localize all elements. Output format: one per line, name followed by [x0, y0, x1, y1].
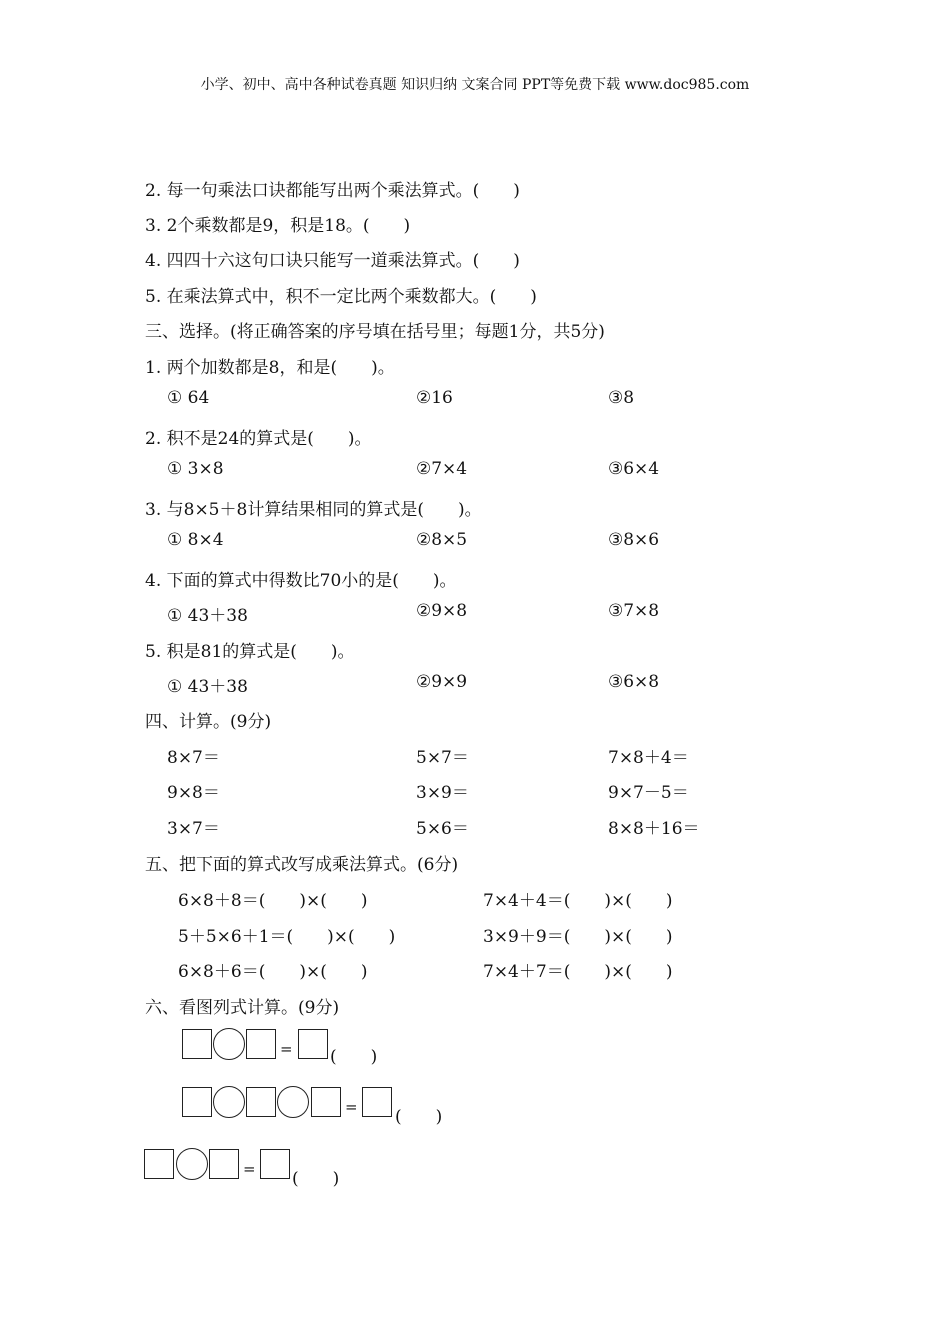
rewrite-2-left: 5＋5×6＋1＝( )×( )	[178, 927, 396, 947]
rewrite-3-right: 7×4＋7＝( )×( )	[483, 962, 673, 982]
section-6-title: 六、看图列式计算。(9分)	[145, 998, 340, 1018]
judge-item-2: 2. 每一句乘法口诀都能写出两个乘法算式。( )	[145, 181, 520, 201]
choice-question-2: 2. 积不是24的算式是( )。	[145, 429, 372, 449]
choice-1-option-3: ③8	[608, 388, 635, 408]
calc-3-2: 5×6＝	[416, 819, 469, 839]
choice-question-3: 3. 与8×5＋8计算结果相同的算式是( )。	[145, 500, 482, 520]
answer-box[interactable]	[182, 1087, 212, 1117]
choice-3-option-1: ① 8×4	[167, 530, 224, 550]
answer-box[interactable]	[246, 1087, 276, 1117]
unit-paren: ( )	[292, 1169, 340, 1189]
choice-question-5: 5. 积是81的算式是( )。	[145, 642, 355, 662]
operator-circle[interactable]	[213, 1086, 245, 1118]
calc-3-1: 3×7＝	[167, 819, 220, 839]
unit-paren: ( )	[330, 1047, 378, 1067]
answer-box[interactable]	[298, 1029, 328, 1059]
calc-1-3: 7×8＋4＝	[608, 748, 689, 768]
answer-box[interactable]	[260, 1149, 290, 1179]
rewrite-2-right: 3×9＋9＝( )×( )	[483, 927, 673, 947]
answer-box[interactable]	[144, 1149, 174, 1179]
judge-item-3: 3. 2个乘数都是9，积是18。( )	[145, 216, 411, 236]
operator-circle[interactable]	[277, 1086, 309, 1118]
choice-1-option-1: ① 64	[167, 388, 210, 408]
rewrite-3-left: 6×8＋6＝( )×( )	[178, 962, 368, 982]
choice-question-1: 1. 两个加数都是8，和是( )。	[145, 358, 395, 378]
equals-sign: =	[280, 1040, 293, 1058]
rewrite-1-left: 6×8＋8＝( )×( )	[178, 891, 368, 911]
choice-4-option-2: ②9×8	[416, 601, 468, 621]
answer-box[interactable]	[311, 1087, 341, 1117]
choice-4-option-1: ① 43＋38	[167, 606, 248, 626]
answer-box[interactable]	[182, 1029, 212, 1059]
answer-box[interactable]	[209, 1149, 239, 1179]
calc-1-2: 5×7＝	[416, 748, 469, 768]
section-3-title: 三、选择。(将正确答案的序号填在括号里；每题1分，共5分)	[145, 322, 605, 342]
page-header: 小学、初中、高中各种试卷真题 知识归纳 文案合同 PPT等免费下载 www.doc985.com	[200, 77, 750, 93]
judge-item-5: 5. 在乘法算式中，积不一定比两个乘数都大。( )	[145, 287, 537, 307]
calc-1-1: 8×7＝	[167, 748, 220, 768]
calc-2-2: 3×9＝	[416, 783, 469, 803]
calc-3-3: 8×8＋16＝	[608, 819, 700, 839]
operator-circle[interactable]	[176, 1148, 208, 1180]
choice-3-option-3: ③8×6	[608, 530, 660, 550]
answer-box[interactable]	[246, 1029, 276, 1059]
choice-1-option-2: ②16	[416, 388, 453, 408]
section-5-title: 五、把下面的算式改写成乘法算式。(6分)	[145, 855, 459, 875]
operator-circle[interactable]	[213, 1028, 245, 1060]
equals-sign: =	[345, 1098, 358, 1116]
judge-item-4: 4. 四四十六这句口诀只能写一道乘法算式。( )	[145, 251, 520, 271]
choice-5-option-3: ③6×8	[608, 672, 660, 692]
answer-box[interactable]	[362, 1087, 392, 1117]
choice-5-option-2: ②9×9	[416, 672, 468, 692]
section-4-title: 四、计算。(9分)	[145, 712, 272, 732]
calc-2-1: 9×8＝	[167, 783, 220, 803]
choice-question-4: 4. 下面的算式中得数比70小的是( )。	[145, 571, 457, 591]
choice-2-option-2: ②7×4	[416, 459, 468, 479]
choice-2-option-3: ③6×4	[608, 459, 660, 479]
choice-4-option-3: ③7×8	[608, 601, 660, 621]
choice-3-option-2: ②8×5	[416, 530, 468, 550]
equals-sign: =	[243, 1160, 256, 1178]
choice-5-option-1: ① 43＋38	[167, 677, 248, 697]
unit-paren: ( )	[395, 1107, 443, 1127]
choice-2-option-1: ① 3×8	[167, 459, 224, 479]
rewrite-1-right: 7×4＋4＝( )×( )	[483, 891, 673, 911]
calc-2-3: 9×7－5＝	[608, 783, 689, 803]
